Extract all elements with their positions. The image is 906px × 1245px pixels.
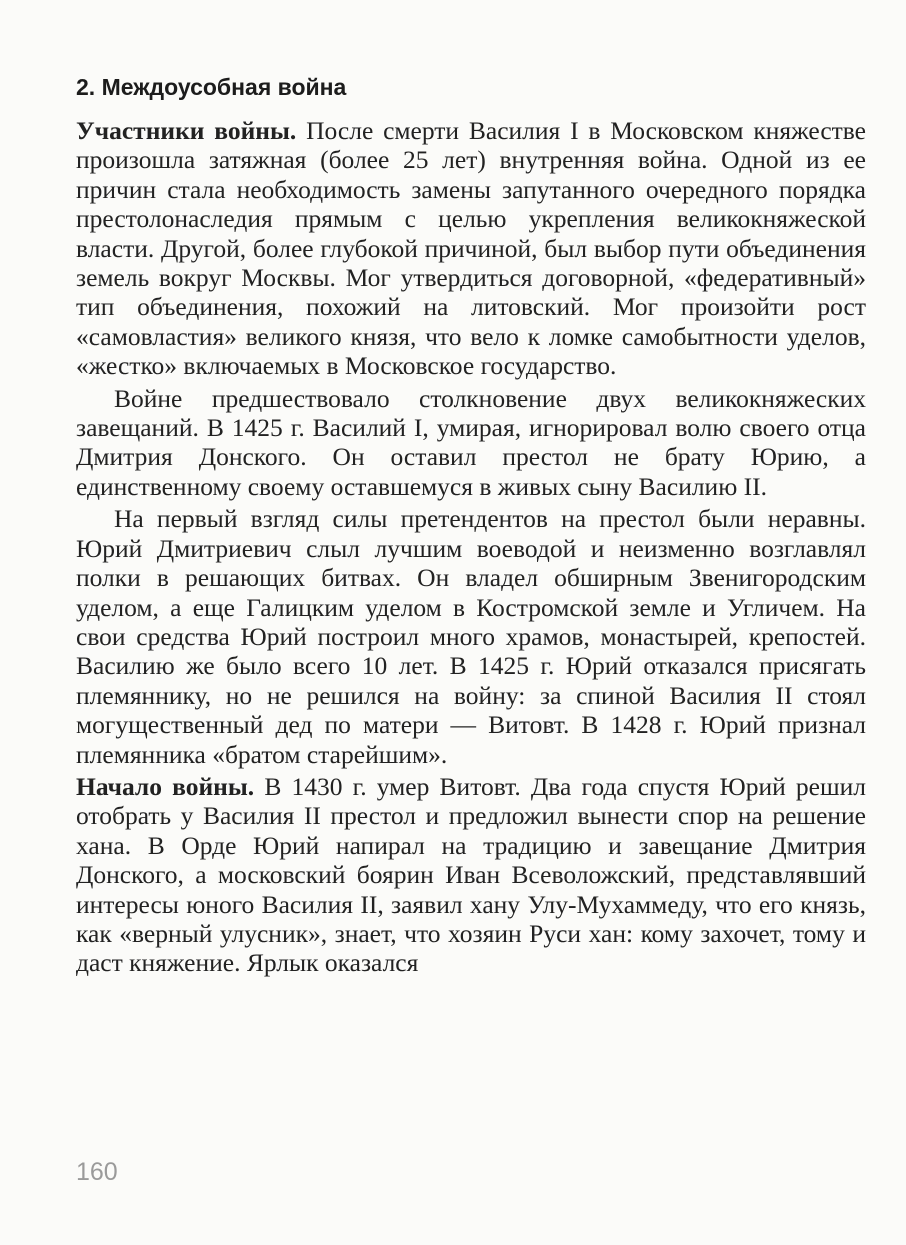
page-number: 160 — [76, 1158, 118, 1186]
paragraph-text: На первый взгляд силы претендентов на престол были неравны. Юрий Дмитриевич слыл лучшим воеводой и неизменно возглавлял полки в решающих битвах. Он владел обширным Звенигородским уделом, а еще Галицким уделом в Костромской земле и Угличем. На свои средства Юрий построил много храмов, монастырей, крепостей. Василию же было всего 10 лет. В 1425 г. Юрий отказался присягать племяннику, но не решился на войну: за спиной Василия II стоял могущественный дед по матери — Витовт. В 1428 г. Юрий признал племянника «братом старейшим». — [76, 504, 866, 769]
paragraph-text: После смерти Василия I в Московском княжестве произошла затяжная (более 25 лет) внутренняя война. Одной из ее причин стала необходимость замены запутанного очередного порядка престолонаследия прямым с целью укрепления великокняжеской власти. Другой, более глубокой причиной, был выбор пути объединения земель вокруг Москвы. Мог утвердиться договорной, «федеративный» тип объединения, похожий на литовский. Мог произойти рост «самовластия» великого князя, что вело к ломке самобытности уделов, «жестко» включаемых в Московское государство. — [76, 116, 866, 381]
paragraph-text: Войне предшествовало столкновение двух великокняжеских завещаний. В 1425 г. Василий I, умирая, игнорировал волю своего отца Дмитрия Донского. Он оставил престол не брату Юрию, а единственному своему оставшемуся в живых сыну Василию II. — [76, 383, 866, 501]
paragraph-testaments — [76, 384, 866, 502]
paragraph-claimants — [76, 504, 866, 769]
paragraph-lead-participants: Участники войны. — [76, 116, 297, 145]
paragraph-war-start — [76, 772, 866, 978]
paragraph-participants — [76, 116, 866, 381]
paragraph-lead-war-start: Начало войны. — [76, 771, 255, 801]
body-text — [76, 116, 866, 981]
paragraph-text: В 1430 г. умер Витовт. Два года спустя Юрий решил отобрать у Василия II престол и предложил вынести спор на решение хана. В Орде Юрий напирал на традицию и завещание Дмитрия Донского, а московский боярин Иван Всеволожский, представлявший интересы юного Василия II, заявил хану Улу-Мухаммеду, что его князь, как «верный улусник», знает, что хозяин Руси хан: кому захочет, тому и даст княжение. Ярлык оказался — [76, 771, 866, 978]
section-title: 2. Междоусобная война — [76, 74, 347, 100]
